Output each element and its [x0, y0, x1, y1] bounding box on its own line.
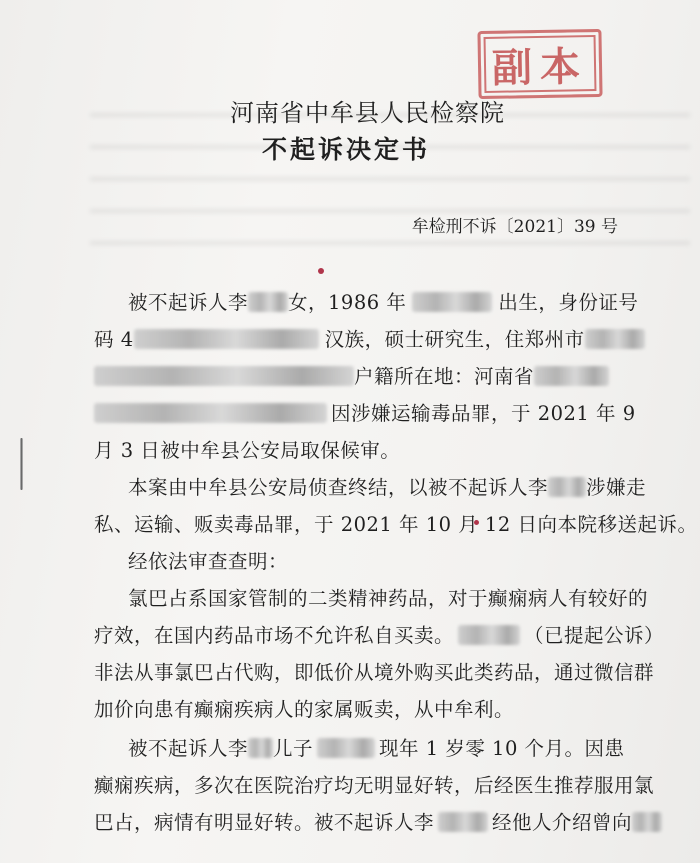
text-line: 经依法审查查明：: [128, 550, 289, 573]
copy-stamp: 副本: [477, 29, 602, 99]
text-line: 被不起诉人李 女，1986 年 出生，身份证号: [128, 291, 639, 314]
document-number: 牟检刑不诉〔2021〕39 号: [411, 217, 618, 237]
text-line: 非法从事氯巴占代购，即低价从境外购买此类药品，通过微信群: [94, 661, 655, 684]
text-line: 被不起诉人李 儿子 现年 1 岁零 10 个月。因患: [128, 737, 625, 760]
text-line: 癫痫疾病，多次在医院治疗均无明显好转，后经医生推荐服用氯: [94, 774, 655, 797]
text-line: 疗效，在国内药品市场不允许私自买卖。 （已提起公诉）: [94, 624, 665, 647]
ink-spot: [318, 268, 324, 274]
text-line: 月 3 日被中牟县公安局取保候审。: [94, 439, 401, 462]
procuratorate-name: 河南省中牟县人民检察院: [230, 99, 505, 127]
text-line: 巴占，病情有明显好转。被不起诉人李 经他人介绍曾向: [94, 807, 662, 835]
document-title: 不起诉决定书: [262, 135, 431, 164]
text-line: 户籍所在地：河南省: [94, 361, 609, 389]
text-line: 加价向患有癫痫疾病人的家属贩卖，从中牟利。: [94, 698, 515, 721]
text-line: 码 4 汉族，硕士研究生，住郑州市: [94, 324, 645, 352]
text-line: 本案由中牟县公安局侦查终结，以被不起诉人李 涉嫌走: [128, 476, 647, 499]
text-line: 因涉嫌运输毒品罪，于 2021 年 9: [94, 398, 636, 426]
text-line: 氯巴占系国家管制的二类精神药品，对于癫痫病人有较好的: [128, 587, 649, 610]
text-line: 私、运输、贩卖毒品罪，于 2021 年 10 月 12 日向本院移送起诉。: [94, 513, 698, 536]
staple-mark: [20, 438, 23, 490]
